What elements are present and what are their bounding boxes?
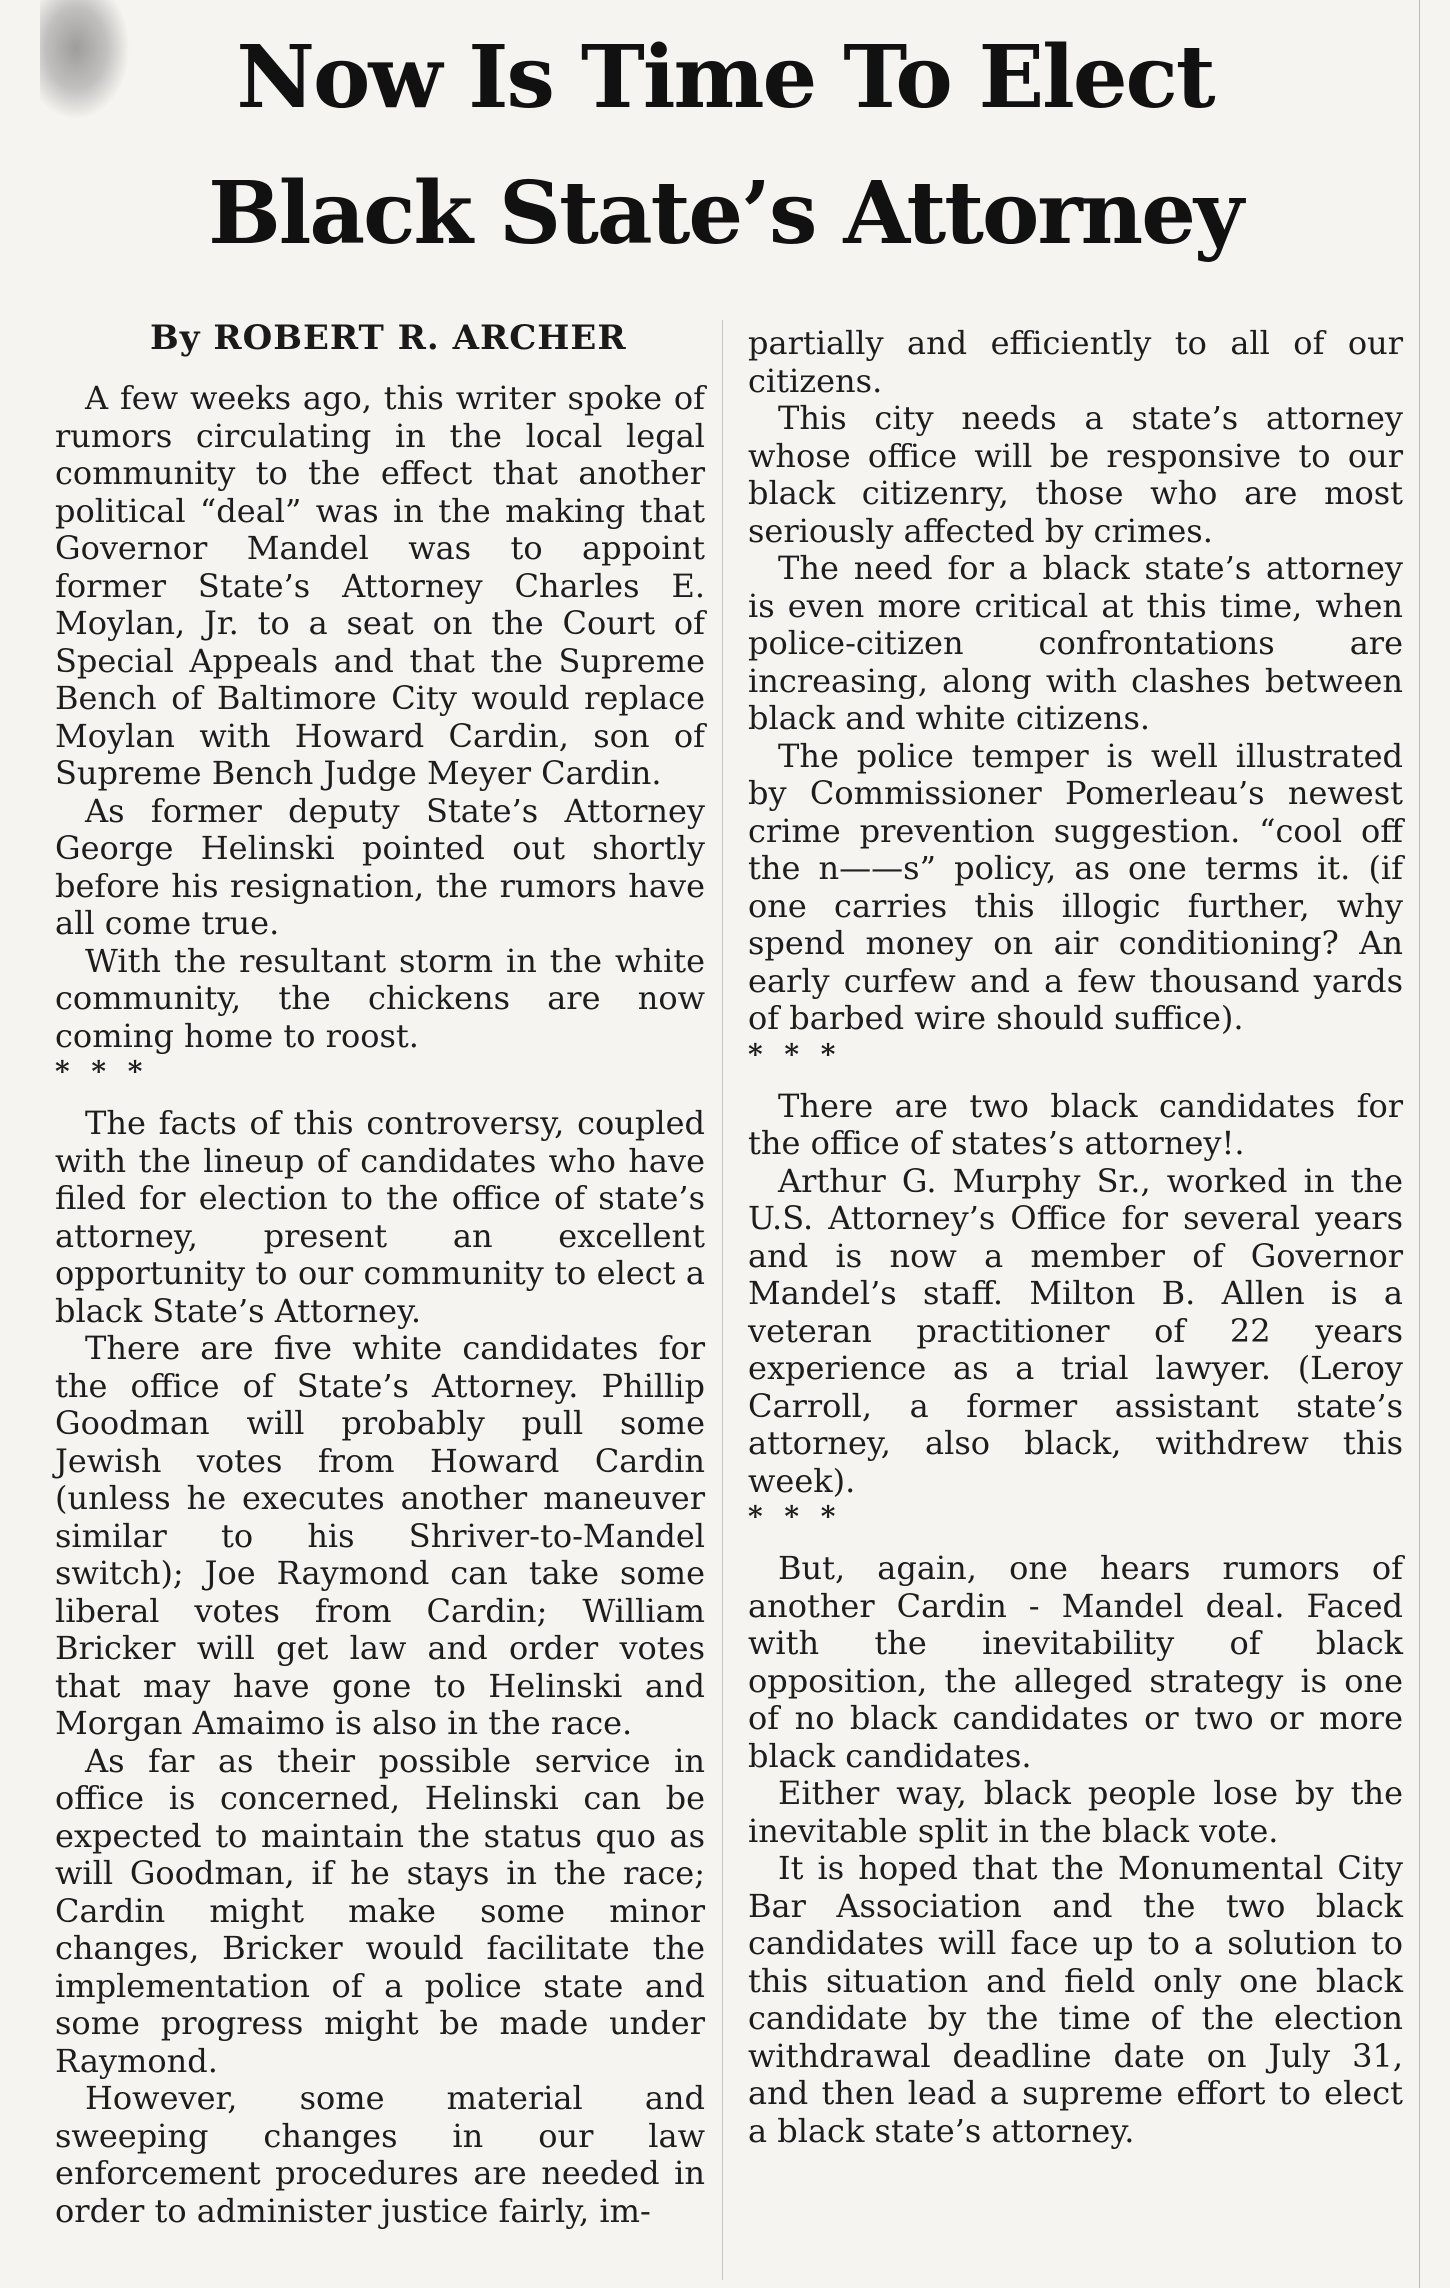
paragraph: The need for a black state’s attorney is even more critical at this time, when police-citizen confrontations are increasing, along with clashes between black and white citizens. bbox=[748, 549, 1403, 737]
paragraph: It is hoped that the Monumental City Bar Association and the two black candidates will face up to a solution to this situation and field only one black candidate by the time of the election withdrawal deadline date on July 31, and then lead a supreme effort to elect a black state’s attorney. bbox=[748, 1849, 1403, 2150]
paragraph: partially and efficiently to all of our citizens. bbox=[748, 324, 1403, 400]
section-separator: * * * bbox=[55, 1055, 149, 1088]
paragraph: There are two black candidates for the office of states’s attorney!. bbox=[748, 1086, 1403, 1162]
paragraph: There are five white candidates for the office of State’s Attorney. Phillip Goodman will probably pull some Jewish votes from Howard Cardin (unless he executes another maneuver similar to his Shriver-to-Mandel switch); Joe Raymond can take some liberal votes from Cardin; William Bricker will get law and order votes that may have gone to Helinski and Morgan Amaimo is also in the race. bbox=[55, 1329, 705, 1742]
section-separator: * * * bbox=[748, 1500, 842, 1533]
paragraph: The police temper is well illustrated by Commissioner Pomerleau’s newest crime prevention suggestion. “cool off the n——s” policy, as one terms it. (if one carries this illogic further, why spend money on air conditioning? An early curfew and a few thousand yards of barbed wire should suffice). bbox=[748, 736, 1403, 1037]
column-divider bbox=[722, 320, 723, 2280]
paragraph: A few weeks ago, this writer spoke of rumors circulating in the local legal community to the effect that another political “deal” was in the making that Governor Mandel was to appoint former State’s Attorney Charles E. Moylan, Jr. to a seat on the Court of Special Appeals and that the Supreme Bench of Baltimore City would replace Moylan with Howard Cardin, son of Supreme Bench Judge Meyer Cardin. bbox=[55, 379, 705, 792]
paragraph: This city needs a state’s attorney whose office will be responsive to our black citizenry, those who are most seriously affected by crimes. bbox=[748, 399, 1403, 550]
headline-line-2: Black State’s Attorney bbox=[208, 163, 1242, 264]
paragraph: As far as their possible service in office is concerned, Helinski can be expected to maintain the status quo as will Goodman, if he stays in the race; Cardin might make some minor changes, Bricker would facilitate the implementation of a police state and some progress might be made under Raymond. bbox=[55, 1741, 705, 2080]
paragraph: Either way, black people lose by the inevitable split in the black vote. bbox=[748, 1774, 1403, 1850]
section-separator: * * * bbox=[748, 1037, 842, 1071]
headline bbox=[0, 10, 1450, 282]
paragraph: The facts of this controversy, coupled with the lineup of candidates who have filed for election to the office of state’s attorney, present an excellent opportunity to our community to elect a black State’s Attorney. bbox=[55, 1104, 705, 1330]
paragraph: With the resultant storm in the white community, the chickens are now coming home to roost. bbox=[55, 941, 705, 1055]
paragraph: As former deputy State’s Attorney George Helinski pointed out shortly before his resignation, the rumors have all come true. bbox=[55, 791, 705, 942]
paragraph: But, again, one hears rumors of another Cardin - Mandel deal. Faced with the inevitability of black opposition, the alleged strategy is one of no black candidates or two or more black candidates. bbox=[748, 1549, 1403, 1775]
headline-line-1: Now Is Time To Elect bbox=[236, 27, 1214, 128]
column-left bbox=[55, 380, 705, 2230]
paragraph: Arthur G. Murphy Sr., worked in the U.S. Attorney’s Office for several years and is now a member of Governor Mandel’s staff. Milton B. Allen is a veteran practitioner of 22 years experience as a trial lawyer. (Leroy Carroll, a former assistant state’s attorney, also black, withdrew this week). bbox=[748, 1161, 1403, 1500]
byline: By ROBERT R. ARCHER bbox=[150, 318, 627, 358]
scan-edge bbox=[1419, 0, 1450, 2288]
column-right bbox=[748, 325, 1403, 2150]
paragraph: However, some material and sweeping changes in our law enforcement procedures are needed in order to administer justice fairly, im- bbox=[55, 2079, 705, 2230]
